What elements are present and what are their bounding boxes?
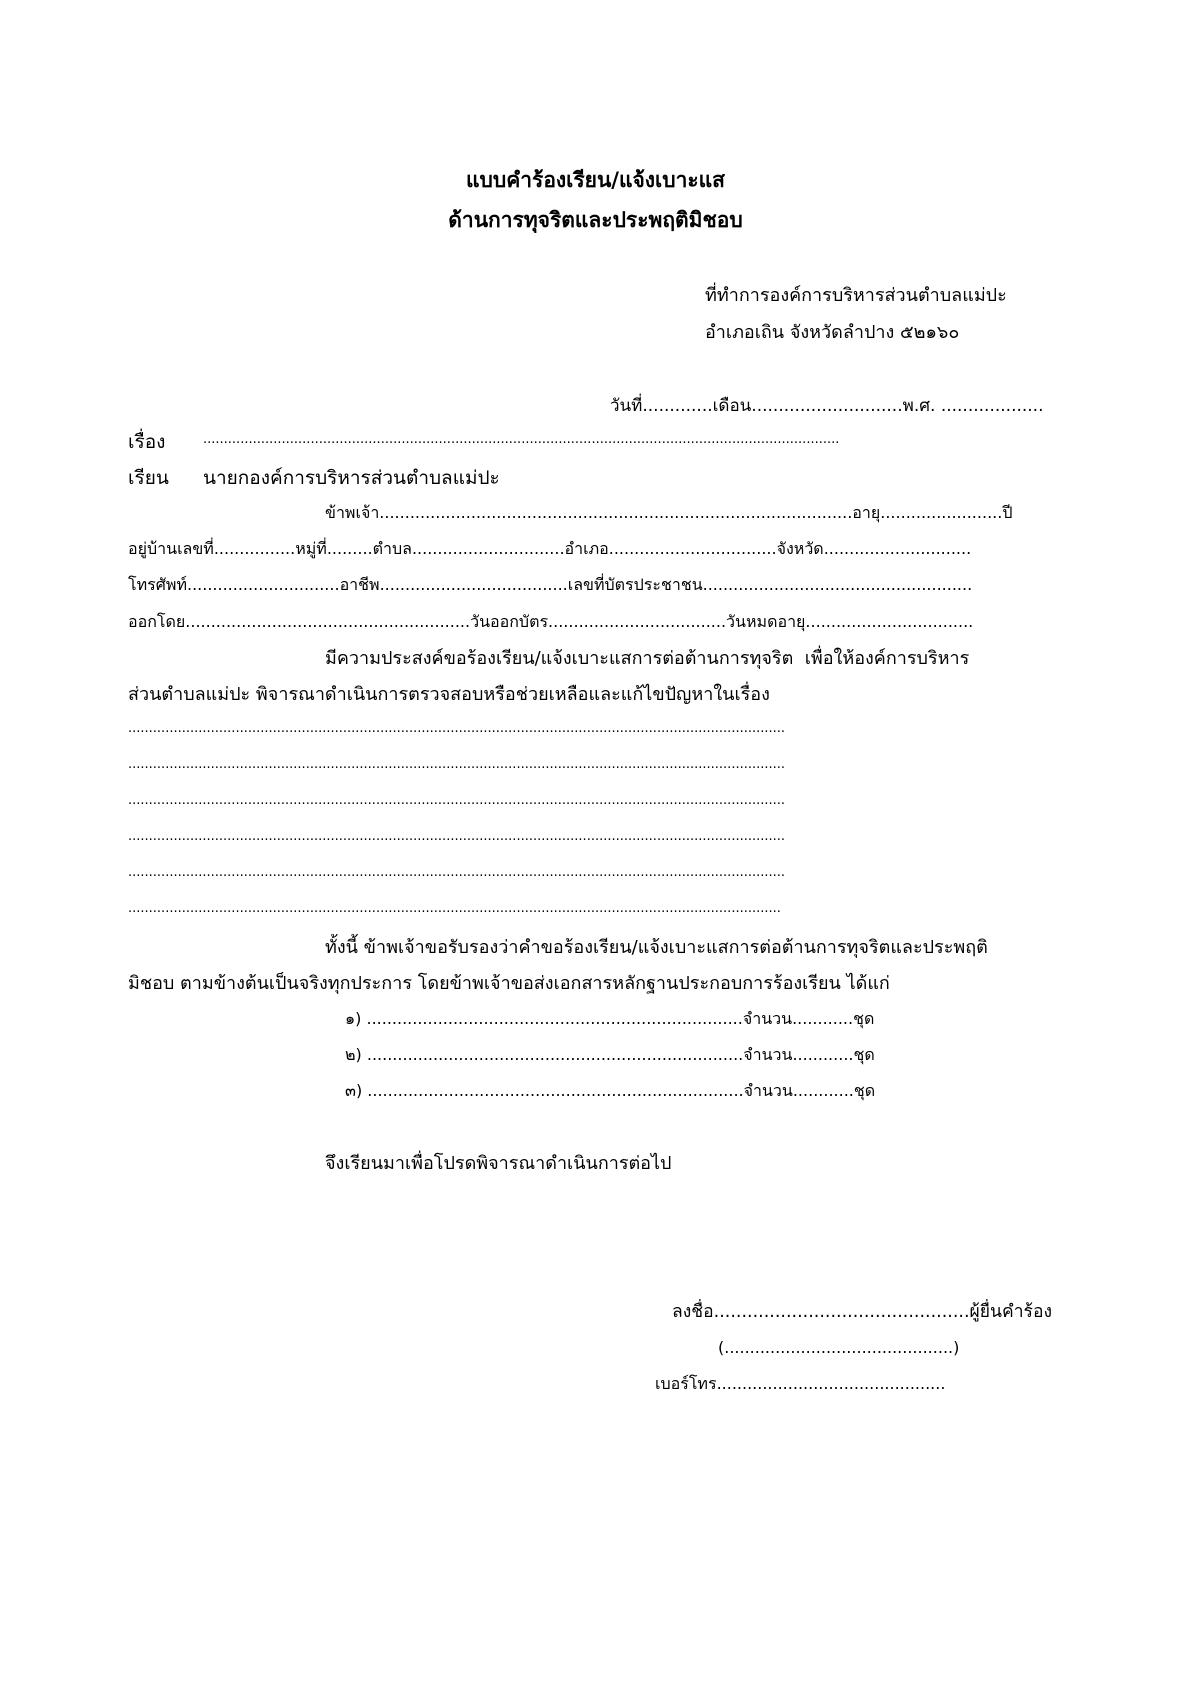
- office-address-line2: อำเภอเถิน จังหวัดลำปาง ๕๒๑๖๐: [705, 322, 960, 343]
- office-address-line1: ที่ทำการองค์การบริหารส่วนตำบลแม่ปะ: [705, 285, 1007, 306]
- recipient-name: นายกองค์การบริหารส่วนตำบลแม่ปะ: [203, 467, 500, 489]
- attachment-item: ๓) ..........................................................................จำนวน............ชุด: [345, 1081, 876, 1100]
- purpose-line2: ส่วนตำบลแม่ปะ พิจารณาดำเนินการตรวจสอบหรือช่วยเหลือและแก้ไขปัญหาในเรื่อง: [128, 684, 770, 705]
- detail-line: ..............................................................................................................................................................: [128, 901, 781, 916]
- purpose-line1: มีความประสงค์ขอร้องเรียน/แจ้งเบาะแสการต่อต้านการทุจริต เพื่อให้องค์การบริหาร: [325, 648, 970, 669]
- applicant-id-issue-line: ออกโดย........................................................วันออกบัตร...................................วันหมดอายุ.................................: [128, 612, 974, 631]
- detail-line: ...............................................................................................................................................................: [128, 757, 786, 772]
- date-line: วันที่.............เดือน............................พ.ศ. ...................: [610, 396, 1044, 416]
- certification-line2: มิชอบ ตามข้างต้นเป็นจริงทุกประการ โดยข้าพเจ้าขอส่งเอกสารหลักฐานประกอบการร้องเรียน ได้แก่: [128, 973, 890, 994]
- closing-sentence: จึงเรียนมาเพื่อโปรดพิจารณาดำเนินการต่อไป: [325, 1153, 672, 1174]
- form-title: แบบคำร้องเรียน/แจ้งเบาะแส: [466, 168, 725, 192]
- attachment-item: ๒) ..........................................................................จำนวน............ชุด: [345, 1045, 875, 1064]
- certification-line1: ทั้งนี้ ข้าพเจ้าขอรับรองว่าคำขอร้องเรียน/แจ้งเบาะแสการต่อต้านการทุจริตและประพฤติ: [325, 937, 988, 958]
- detail-line: ...............................................................................................................................................................: [128, 865, 786, 880]
- signature-phone-line: เบอร์โทร.............................................: [655, 1374, 946, 1393]
- applicant-address-line: อยู่บ้านเลขที่................หมู่ที่.........ตำบล..............................อำเภอ.................................จังหวัด.............................: [128, 539, 972, 558]
- detail-line: ...............................................................................................................................................................: [128, 721, 786, 736]
- attachment-item: ๑) ..........................................................................จำนวน............ชุด: [345, 1009, 875, 1028]
- form-subtitle: ด้านการทุจริตและประพฤติมิชอบ: [448, 208, 743, 232]
- detail-line: ...............................................................................................................................................................: [128, 829, 786, 844]
- applicant-phone-occupation-line: โทรศัพท์..............................อาชีพ.....................................เลขที่บัตรประชาชน.....................................................: [128, 575, 973, 594]
- signature-name-line: (.............................................): [718, 1338, 960, 1357]
- applicant-name-age-line: ข้าพเจ้า.............................................................................................อายุ........................ปี: [325, 503, 1013, 522]
- detail-line: ...............................................................................................................................................................: [128, 793, 786, 808]
- subject-field: ..........................................................................................................................................................: [203, 432, 840, 447]
- recipient-label: เรียน: [128, 467, 169, 489]
- subject-label: เรื่อง: [128, 431, 166, 453]
- signature-line: ลงชื่อ..............................................ผู้ยื่นคำร้อง: [672, 1302, 1053, 1322]
